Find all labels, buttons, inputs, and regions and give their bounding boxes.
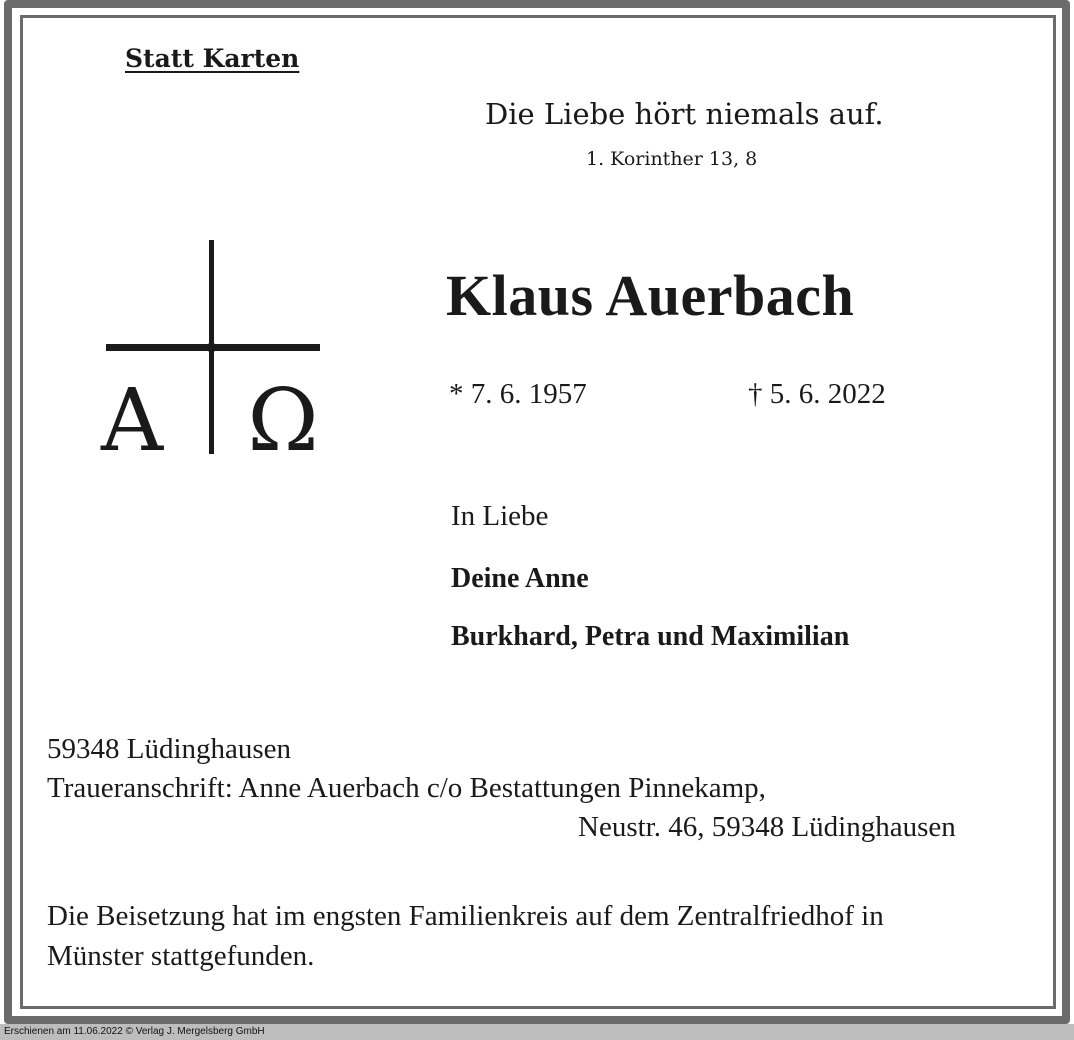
signer-name: Deine Anne [451, 563, 589, 594]
burial-line: Münster stattgefunden. [47, 940, 315, 972]
omega-glyph: Ω [247, 371, 319, 460]
mourning-address-street: Neustr. 46, 59348 Lüdinghausen [578, 811, 956, 843]
death-date: † 5. 6. 2022 [748, 378, 886, 410]
burial-line: Die Beisetzung hat im engsten Familienkreis auf dem Zentralfriedhof in [47, 900, 884, 932]
publication-footer: Erschienen am 11.06.2022 © Verlag J. Mergelsberg GmbH [0, 1024, 1074, 1040]
bible-verse: 1. Korinther 13, 8 [586, 148, 758, 170]
cross-alpha-omega-icon [100, 238, 326, 460]
birth-date: * 7. 6. 1957 [449, 378, 587, 410]
mourning-address-line: Traueranschrift: Anne Auerbach c/o Bestattungen Pinnekamp, [47, 772, 766, 804]
signer-name: Burkhard, Petra und Maximilian [451, 621, 850, 652]
burial-notice [47, 896, 884, 976]
header-label: Statt Karten [125, 44, 300, 73]
in-love-text: In Liebe [451, 500, 549, 532]
deceased-name: Klaus Auerbach [446, 263, 855, 328]
cross-center [207, 343, 217, 353]
alpha-glyph: A [100, 371, 164, 460]
motto: Die Liebe hört niemals auf. [485, 97, 884, 131]
city-line: 59348 Lüdinghausen [47, 733, 292, 765]
